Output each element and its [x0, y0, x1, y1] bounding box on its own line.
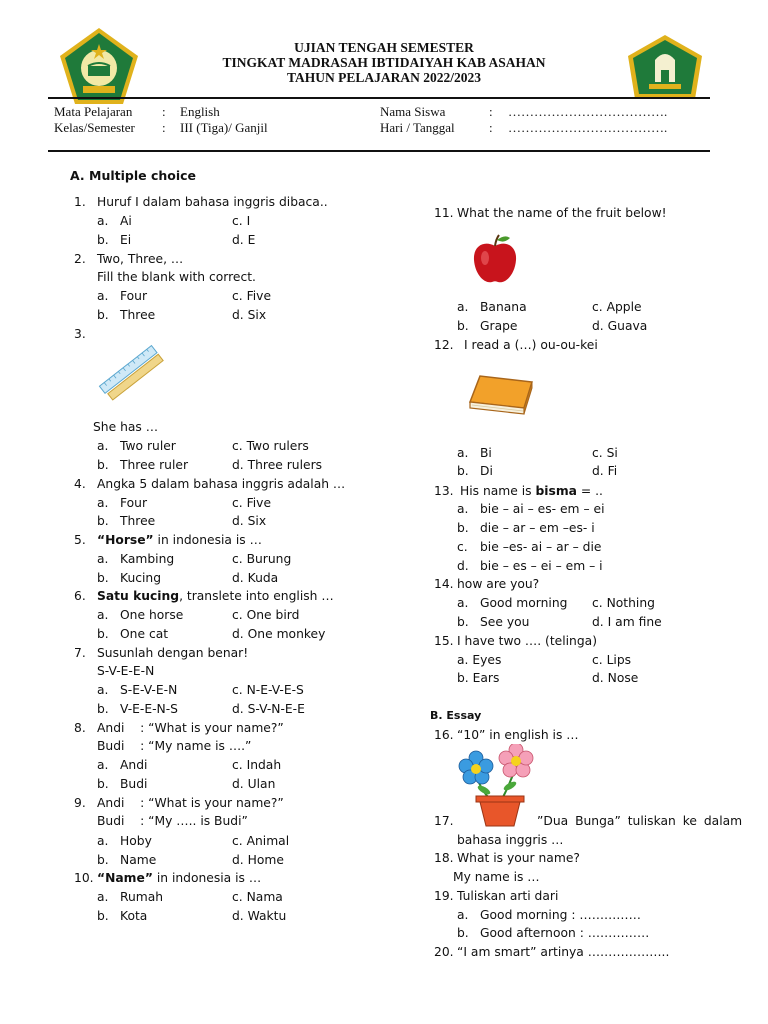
- q13-option-c: bie –es- ai – ar – die: [480, 540, 602, 554]
- q9-text2: Budi : “My ….. is Budi”: [97, 814, 248, 828]
- q10-option-a: Rumah: [120, 890, 164, 904]
- colon: :: [489, 120, 493, 135]
- q13-option-b-letter: b.: [457, 521, 469, 535]
- q1-option-a: Ai: [120, 214, 132, 228]
- q6-option-a: One horse: [120, 608, 184, 622]
- q6-option-a-letter: a.: [97, 608, 109, 622]
- q6-number: 6.: [74, 589, 86, 603]
- q13-option-b: die – ar – em –es- i: [480, 521, 595, 535]
- q2-option-a-letter: a.: [97, 289, 109, 303]
- flower-pot-image: [454, 744, 546, 828]
- day-label: Hari / Tanggal: [380, 120, 455, 135]
- q4-option-d: d. Six: [232, 514, 267, 528]
- q2-number: 2.: [74, 252, 86, 266]
- q5-option-a-letter: a.: [97, 552, 109, 566]
- header-title: UJIAN TENGAH SEMESTER: [294, 40, 474, 55]
- q12-option-b: Di: [480, 464, 493, 478]
- q1-option-b-letter: b.: [97, 233, 109, 247]
- name-label: Nama Siswa: [380, 104, 446, 119]
- q11-option-a-letter: a.: [457, 300, 469, 314]
- q5-option-d: d. Kuda: [232, 571, 279, 585]
- q6-option-c: c. One bird: [232, 608, 300, 622]
- q15-option-b: b. Ears: [457, 671, 500, 685]
- q13-text: [460, 483, 603, 499]
- q9-text: Andi : “What is your name?”: [97, 796, 284, 810]
- q14-option-c: c. Nothing: [592, 596, 655, 610]
- q9-option-b-letter: b.: [97, 853, 109, 867]
- q2-option-b: Three: [120, 308, 156, 322]
- q4-option-a: Four: [120, 496, 148, 510]
- q10-keyword: “Name”: [97, 871, 153, 885]
- section-a-title: A. Multiple choice: [70, 168, 197, 183]
- q10-option-b: Kota: [120, 909, 148, 923]
- q10-option-b-letter: b.: [97, 909, 109, 923]
- q5-number: 5.: [74, 533, 86, 547]
- q7-text2: S-V-E-E-N: [97, 664, 155, 678]
- q17-number: 17.: [434, 814, 454, 828]
- q3-option-c: c. Two rulers: [232, 439, 309, 453]
- q4-option-a-letter: a.: [97, 496, 109, 510]
- q6-text-rest: , translete into english …: [179, 589, 334, 603]
- q5-text-rest: in indonesia is …: [153, 533, 262, 547]
- q7-option-a-letter: a.: [97, 683, 109, 697]
- section-b-title: B. Essay: [430, 709, 482, 722]
- q10-option-a-letter: a.: [97, 890, 109, 904]
- q9-option-c: c. Animal: [232, 834, 290, 848]
- q18-text: What is your name?: [457, 851, 580, 865]
- q19-number: 19.: [434, 889, 454, 903]
- q13-text-end: = ..: [576, 484, 603, 498]
- q11-option-c: c. Apple: [592, 300, 642, 314]
- q12-text: I read a (…) ou-ou-kei: [464, 338, 598, 352]
- q12-option-a: Bi: [480, 446, 492, 460]
- rulers-image: [96, 340, 166, 406]
- class-label: Kelas/Semester: [54, 120, 135, 135]
- q8-option-b: Budi: [120, 777, 148, 791]
- q15-text: I have two …. (telinga): [457, 634, 597, 648]
- q14-number: 14.: [434, 577, 454, 591]
- q6-option-b: One cat: [120, 627, 169, 641]
- q2-option-c: c. Five: [232, 289, 272, 303]
- q19-text: Tuliskan arti dari: [457, 889, 559, 903]
- q10-text: [97, 870, 261, 886]
- day-field[interactable]: ……………………………….: [508, 120, 668, 135]
- q1-option-b: Ei: [120, 233, 132, 247]
- q4-number: 4.: [74, 477, 86, 491]
- q13-keyword: bisma: [535, 484, 577, 498]
- q12-option-c: c. Si: [592, 446, 618, 460]
- q15-option-c: c. Lips: [592, 653, 632, 667]
- q7-option-b: V-E-E-N-S: [120, 702, 178, 716]
- subject-value: English: [180, 104, 220, 119]
- q2-text2: Fill the blank with correct.: [97, 270, 256, 284]
- q5-option-a: Kambing: [120, 552, 175, 566]
- q1-option-d: d. E: [232, 233, 256, 247]
- q1-text: Huruf I dalam bahasa inggris dibaca..: [97, 195, 328, 209]
- q17-text: ”Dua Bunga” tuliskan ke dalam: [537, 814, 743, 828]
- q4-option-b-letter: b.: [97, 514, 109, 528]
- q12-number: 12.: [434, 338, 454, 352]
- q19-option-b: Good afternoon : ……………: [480, 926, 650, 940]
- q13-text-start: His name is: [460, 484, 536, 498]
- q9-option-a: Hoby: [120, 834, 152, 848]
- q20-number: 20.: [434, 945, 454, 959]
- q12-option-d: d. Fi: [592, 464, 618, 478]
- q3-number: 3.: [74, 327, 86, 341]
- q3-option-b: Three ruler: [120, 458, 189, 472]
- q13-option-a: bie – ai – es- em – ei: [480, 502, 605, 516]
- q3-text: She has …: [93, 420, 159, 434]
- header-year: TAHUN PELAJARAN 2022/2023: [286, 70, 481, 85]
- q3-option-a-letter: a.: [97, 439, 109, 453]
- q13-option-d: bie – es – ei – em – i: [480, 559, 603, 573]
- q12-option-a-letter: a.: [457, 446, 469, 460]
- q14-option-b: See you: [480, 615, 530, 629]
- q14-option-b-letter: b.: [457, 615, 469, 629]
- info-divider: [48, 150, 710, 152]
- q9-option-b: Name: [120, 853, 157, 867]
- q11-number: 11.: [434, 206, 454, 220]
- q6-option-d: d. One monkey: [232, 627, 326, 641]
- q8-text: Andi : “What is your name?”: [97, 721, 284, 735]
- q19-option-a-letter: a.: [457, 908, 469, 922]
- q18-text2: My name is …: [453, 870, 540, 884]
- exam-header: [0, 40, 768, 85]
- book-image: [466, 372, 536, 418]
- q14-option-a-letter: a.: [457, 596, 469, 610]
- q7-number: 7.: [74, 646, 86, 660]
- q11-option-b: Grape: [480, 319, 518, 333]
- q4-text: Angka 5 dalam bahasa inggris adalah …: [97, 477, 346, 491]
- q16-number: 16.: [434, 728, 454, 742]
- colon: :: [489, 104, 493, 119]
- q2-text: Two, Three, …: [97, 252, 184, 266]
- header-divider: [48, 97, 710, 99]
- q1-option-c: c. I: [232, 214, 251, 228]
- q7-text: Susunlah dengan benar!: [97, 646, 249, 660]
- q8-number: 8.: [74, 721, 86, 735]
- q16-text: “10” in english is …: [457, 728, 579, 742]
- colon: :: [162, 104, 166, 119]
- q5-keyword: “Horse”: [97, 533, 154, 547]
- q10-number: 10.: [74, 871, 94, 885]
- q15-option-a: a. Eyes: [457, 653, 502, 667]
- q6-option-b-letter: b.: [97, 627, 109, 641]
- q13-option-d-letter: d.: [457, 559, 469, 573]
- q9-option-a-letter: a.: [97, 834, 109, 848]
- q7-option-a: S-E-V-E-N: [120, 683, 178, 697]
- q11-option-a: Banana: [480, 300, 527, 314]
- q5-option-b: Kucing: [120, 571, 162, 585]
- apple-image: [470, 232, 520, 286]
- q10-option-d: d. Waktu: [232, 909, 287, 923]
- q3-option-b-letter: b.: [97, 458, 109, 472]
- q6-text: [97, 588, 334, 604]
- q1-option-a-letter: a.: [97, 214, 109, 228]
- q7-option-d: d. S-V-N-E-E: [232, 702, 305, 716]
- q3-option-d: d. Three rulers: [232, 458, 323, 472]
- q9-number: 9.: [74, 796, 86, 810]
- q13-option-a-letter: a.: [457, 502, 469, 516]
- q14-option-d: d. I am fine: [592, 615, 662, 629]
- q3-option-a: Two ruler: [120, 439, 176, 453]
- q5-text: [97, 532, 262, 548]
- class-value: III (Tiga)/ Ganjil: [180, 120, 268, 135]
- q13-option-c-letter: c.: [457, 540, 468, 554]
- q11-text: What the name of the fruit below!: [457, 206, 667, 220]
- q8-text2: Budi : “My name is ….”: [97, 739, 252, 753]
- colon: :: [162, 120, 166, 135]
- q8-option-a: Andi: [120, 758, 148, 772]
- q14-text: how are you?: [457, 577, 540, 591]
- q19-option-b-letter: b.: [457, 926, 469, 940]
- q11-option-b-letter: b.: [457, 319, 469, 333]
- q14-option-a: Good morning: [480, 596, 568, 610]
- q8-option-d: d. Ulan: [232, 777, 276, 791]
- q7-option-b-letter: b.: [97, 702, 109, 716]
- q4-option-c: c. Five: [232, 496, 272, 510]
- q15-number: 15.: [434, 634, 454, 648]
- q5-option-b-letter: b.: [97, 571, 109, 585]
- q2-option-a: Four: [120, 289, 148, 303]
- q11-option-d: d. Guava: [592, 319, 648, 333]
- q6-keyword: Satu kucing: [97, 589, 180, 603]
- q4-option-b: Three: [120, 514, 156, 528]
- q5-option-c: c. Burung: [232, 552, 292, 566]
- q18-number: 18.: [434, 851, 454, 865]
- q2-option-d: d. Six: [232, 308, 267, 322]
- name-field[interactable]: ……………………………….: [508, 104, 668, 119]
- q7-option-c: c. N-E-V-E-S: [232, 683, 304, 697]
- header-school: TINGKAT MADRASAH IBTIDAIYAH KAB ASAHAN: [222, 55, 546, 70]
- q10-option-c: c. Nama: [232, 890, 283, 904]
- q9-option-d: d. Home: [232, 853, 284, 867]
- q13-number: 13.: [434, 484, 454, 498]
- q12-option-b-letter: b.: [457, 464, 469, 478]
- q8-option-a-letter: a.: [97, 758, 109, 772]
- q2-option-b-letter: b.: [97, 308, 109, 322]
- q8-option-b-letter: b.: [97, 777, 109, 791]
- q20-text: “I am smart” artinya ………………..: [457, 945, 670, 959]
- subject-label: Mata Pelajaran: [54, 104, 133, 119]
- q17-text2: bahasa inggris …: [457, 833, 564, 847]
- q15-option-d: d. Nose: [592, 671, 639, 685]
- q8-option-c: c. Indah: [232, 758, 282, 772]
- q19-option-a: Good morning : ……………: [480, 908, 641, 922]
- q10-text-rest: in indonesia is …: [152, 871, 262, 885]
- q1-number: 1.: [74, 195, 86, 209]
